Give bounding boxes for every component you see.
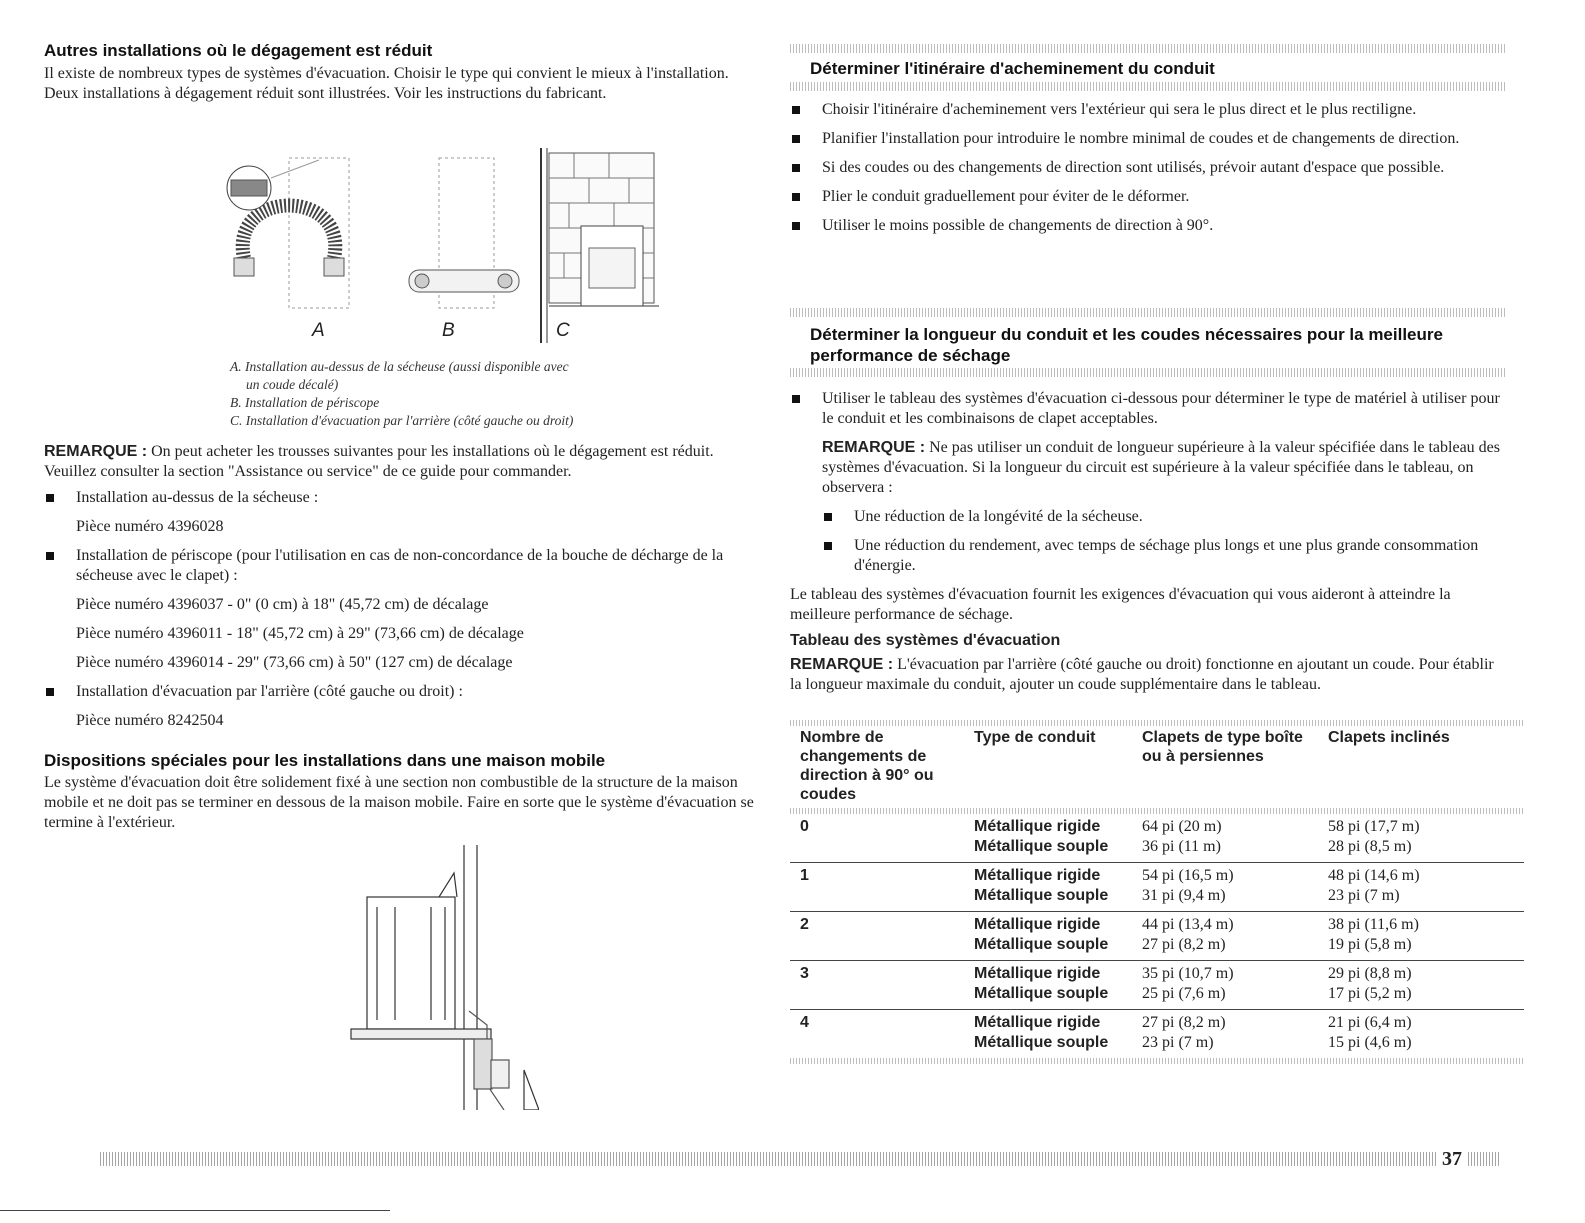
box-hood-cell — [1132, 1010, 1318, 1059]
length-value: 58 pi (17,7 m) — [1328, 818, 1420, 835]
length-value: 38 pi (11,6 m) — [1328, 916, 1419, 933]
remark-text: On peut acheter les trousses suivantes pour les installations où le dégagement est réduit. Veuillez consulter la section "Assistance ou service" de ce guide pour commander. — [44, 443, 714, 480]
length-value: 21 pi (6,4 m) — [1328, 1014, 1412, 1031]
list-item: Utiliser le tableau des systèmes d'évacuation ci-dessous pour déterminer le type de matériel à utiliser pour le conduit et les combinaisons de clapet acceptables. — [790, 389, 1506, 429]
duct-length-content — [790, 389, 1506, 695]
part-number: Pièce numéro 4396011 - 18" (45,72 cm) à 29" (73,66 cm) de décalage — [76, 625, 524, 642]
duct-type-cell — [964, 912, 1132, 961]
length-value: 15 pi (4,6 m) — [1328, 1034, 1412, 1051]
box-hood-cell — [1132, 863, 1318, 912]
elbows-value: 0 — [800, 818, 809, 835]
list-item: Plier le conduit graduellement pour éviter de le déformer. — [790, 187, 1506, 207]
length-value: 25 pi (7,6 m) — [1142, 985, 1226, 1002]
table-row — [790, 863, 1524, 912]
page-number: 37 — [1438, 1148, 1466, 1171]
figure-captions — [230, 358, 573, 430]
section-heading-reduced-clearance: Autres installations où le dégagement est réduit — [44, 41, 433, 60]
part-number: Pièce numéro 8242504 — [76, 712, 224, 729]
box-hood-cell — [1132, 912, 1318, 961]
length-value: 17 pi (5,2 m) — [1328, 985, 1412, 1002]
duct-type: Métallique rigide — [974, 965, 1101, 982]
length-value: 48 pi (14,6 m) — [1328, 867, 1420, 884]
elbows-value: 4 — [790, 1010, 964, 1059]
length-value: 31 pi (9,4 m) — [1142, 887, 1226, 904]
exhaust-table — [790, 726, 1524, 1058]
remark2-label: REMARQUE : — [790, 656, 894, 673]
table-bottom-band — [790, 1058, 1524, 1064]
route-bullets — [790, 100, 1506, 236]
divider-band — [790, 308, 1506, 317]
duct-type: Métallique rigide — [974, 818, 1101, 835]
bottom-rule — [0, 1210, 390, 1211]
after-paragraph: Le tableau des systèmes d'évacuation fournit les exigences d'évacuation qui vous aideront à atteindre la meilleure performance de séchage. — [790, 586, 1451, 623]
duct-type: Métallique souple — [974, 1034, 1109, 1051]
remark-paragraph — [790, 438, 1506, 498]
duct-type: Métallique souple — [974, 838, 1109, 855]
duct-type-cell — [964, 1010, 1132, 1059]
part-number: Pièce numéro 4396014 - 29" (73,66 cm) à 50" (127 cm) de décalage — [76, 654, 513, 671]
list-item: Installation d'évacuation par l'arrière (côté gauche ou droit) : — [44, 682, 760, 702]
caption-c: C. Installation d'évacuation par l'arrière (côté gauche ou droit) — [230, 413, 574, 428]
remark-label: REMARQUE : — [822, 439, 926, 456]
list-item: Installation au-dessus de la sécheuse : — [44, 488, 760, 508]
section-heading-duct-route: Déterminer l'itinéraire d'acheminement du conduit — [810, 59, 1215, 78]
remark-paragraph — [44, 442, 760, 482]
length-value: 36 pi (11 m) — [1142, 838, 1221, 855]
remark-label: REMARQUE : — [44, 443, 148, 460]
footer-band — [100, 1152, 1500, 1166]
box-hood-cell — [1132, 814, 1318, 863]
table-row — [790, 1010, 1524, 1059]
list-item: Une réduction de la longévité de la sécheuse. — [822, 507, 1506, 527]
mobile-home-paragraph: Le système d'évacuation doit être solidement fixé à une section non combustible de la structure de la maison mobile et ne doit pas se terminer en dessous de la maison mobile. Faire en sorte que le système d'évacuation se termine à l'extérieur. — [44, 774, 754, 831]
table-title: Tableau des systèmes d'évacuation — [790, 632, 1061, 649]
duct-type-cell — [964, 961, 1132, 1010]
kit-list — [44, 488, 760, 731]
duct-type: Métallique souple — [974, 985, 1109, 1002]
caption-b: B. Installation de périscope — [230, 395, 380, 410]
elbows-value: 2 — [790, 912, 964, 961]
list-item: Si des coudes ou des changements de direction sont utilisés, prévoir autant d'espace que possible. — [790, 158, 1506, 178]
part-number: Pièce numéro 4396037 - 0" (0 cm) à 18" (45,72 cm) de décalage — [76, 596, 489, 613]
divider-band — [790, 44, 1506, 53]
duct-type: Métallique souple — [974, 936, 1109, 953]
list-item: Utiliser le moins possible de changements de direction à 90°. — [790, 216, 1506, 236]
angled-hood-cell — [1318, 863, 1524, 912]
length-value: 44 pi (13,4 m) — [1142, 916, 1234, 933]
figure-label-c: C — [556, 320, 570, 341]
installation-illustration — [189, 148, 659, 343]
header-elbows: Nombre de changements de direction à 90° ou coudes — [800, 729, 934, 803]
angled-hood-cell — [1318, 912, 1524, 961]
duct-type: Métallique rigide — [974, 916, 1101, 933]
figure-label-b: B — [442, 320, 455, 341]
duct-type: Métallique souple — [974, 887, 1109, 904]
angled-hood-cell — [1318, 961, 1524, 1010]
length-value: 54 pi (16,5 m) — [1142, 867, 1234, 884]
caption-a-cont: un coude décalé) — [246, 377, 339, 392]
length-value: 23 pi (7 m) — [1142, 1034, 1214, 1051]
header-angled-hood: Clapets inclinés — [1328, 729, 1450, 746]
elbows-value: 3 — [790, 961, 964, 1010]
length-value: 64 pi (20 m) — [1142, 818, 1222, 835]
length-value: 19 pi (5,8 m) — [1328, 936, 1412, 953]
elbows-value: 1 — [790, 863, 964, 912]
angled-hood-cell — [1318, 1010, 1524, 1059]
length-value: 27 pi (8,2 m) — [1142, 1014, 1226, 1031]
figure-label-a: A — [312, 320, 325, 341]
remark-text: Ne pas utiliser un conduit de longueur supérieure à la valeur spécifiée dans le tableau des systèmes d'évacuation. Si la longueur du circuit est supérieure à la valeur spécifiée dans le tableau, on observera : — [822, 439, 1501, 496]
remark2-text: L'évacuation par l'arrière (côté gauche ou droit) fonctionne en ajoutant un coude. Pour établir la longueur maximale du conduit, ajouter un coude supplémentaire dans le tableau. — [790, 656, 1494, 693]
length-value: 23 pi (7 m) — [1328, 887, 1400, 904]
length-value: 35 pi (10,7 m) — [1142, 965, 1234, 982]
angled-hood-cell — [1318, 814, 1524, 863]
exhaust-table-wrapper — [790, 720, 1524, 1064]
list-item: Une réduction du rendement, avec temps de séchage plus longs et une plus grande consommation d'énergie. — [822, 536, 1506, 576]
length-value: 28 pi (8,5 m) — [1328, 838, 1412, 855]
length-value: 27 pi (8,2 m) — [1142, 936, 1226, 953]
header-duct-type: Type de conduit — [974, 729, 1096, 746]
intro-paragraph: Il existe de nombreux types de systèmes d'évacuation. Choisir le type qui convient le mieux à l'installation. Deux installations à dégagement réduit sont illustrées. Voir les instructions du fabricant. — [44, 65, 729, 102]
duct-type-cell — [964, 863, 1132, 912]
caption-a: A. Installation au-dessus de la sécheuse (aussi disponible avec — [230, 359, 569, 374]
duct-type-cell — [964, 814, 1132, 863]
part-number: Pièce numéro 4396028 — [76, 518, 224, 535]
duct-type: Métallique rigide — [974, 867, 1101, 884]
table-header-row — [790, 726, 1524, 808]
duct-type: Métallique rigide — [974, 1014, 1101, 1031]
list-item: Choisir l'itinéraire d'acheminement vers l'extérieur qui sera le plus direct et le plus rectiligne. — [790, 100, 1506, 120]
divider-band — [790, 368, 1506, 377]
table-row — [790, 961, 1524, 1010]
divider-band — [790, 82, 1506, 91]
section-heading-mobile-home: Dispositions spéciales pour les installations dans une maison mobile — [44, 751, 606, 770]
mobile-home-illustration — [299, 845, 539, 1110]
table-row — [790, 912, 1524, 961]
box-hood-cell — [1132, 961, 1318, 1010]
table-row — [790, 814, 1524, 863]
length-value: 29 pi (8,8 m) — [1328, 965, 1412, 982]
list-item: Planifier l'installation pour introduire le nombre minimal de coudes et de changements de direction. — [790, 129, 1506, 149]
section-heading-duct-length: Déterminer la longueur du conduit et les coudes nécessaires pour la meilleure performance de séchage — [810, 325, 1443, 365]
list-item: Installation de périscope (pour l'utilisation en cas de non-concordance de la bouche de décharge de la sécheuse avec le clapet) : — [44, 546, 760, 586]
header-box-hood: Clapets de type boîte ou à persiennes — [1142, 729, 1303, 765]
remark2-paragraph — [790, 655, 1506, 695]
